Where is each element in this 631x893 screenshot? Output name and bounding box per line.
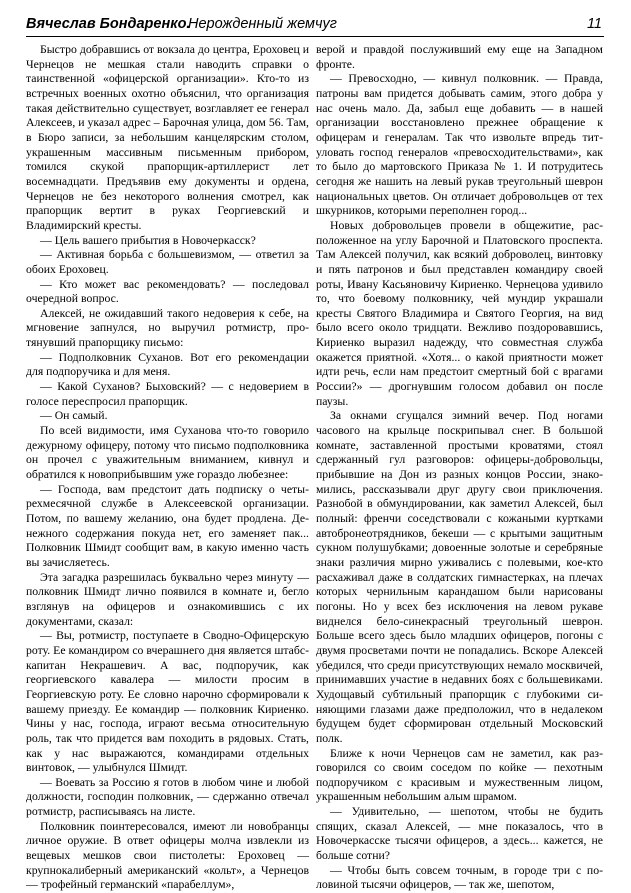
paragraph: — Вы, ротмистр, поступаете в Сводно-Офицерскую роту. Ее командиром со вчерашнего дня является штабс-капитан Некрашевич. А вас, подпоручик, как георгиевского кавалера — милости просим в Георгиевскую роту. Ее словно нарочно сформировали к вашему приезду. Ее командир — полковник Кириенко. Чины у нас, господа, играют весьма относительную роль, так что придется вам походить в рядовых. Стать, как у нас выражаются, командирами отдельных винтовок, — улыбнулся Шмидт. xyxy=(26,629,309,775)
running-header xyxy=(26,14,604,37)
paragraph: — Какой Суханов? Быховский? — с недоверием в голосе переспросил прапорщик. xyxy=(26,380,309,408)
paragraph: Эта загадка разрешилась буквально через минуту — полковник Шмидт лично появился в комнате и, бегло взглянув на офицеров и ознакомившись с их документами, сказал: xyxy=(26,570,309,628)
paragraph: Новых добровольцев провели в общежитие, расположенное на углу Барочной и Платовского проспекта. Там Алексей получил, как всякий доброволец, винтовку и пять патронов и был представлен командиру своей роты, Ивану Касьяновичу Кириенко. Чернецова удивило то, что боевому полковнику, чей мундир украшали кресты Святого Владимира и Святого Георгия, на вид было всего около тридцати. Вежливо поздоровавшись, Кириенко выразил надежду, что совместная служба окажется приятной. «Хотя... о какой приятности может идти речь, если нам предстоит смертный бой с врагами России?» — дрогнувшим голосом добавил он после паузы. xyxy=(316,218,603,408)
paragraph: — Превосходно, — кивнул полковник. — Правда, патроны вам придется добывать самим, этого добра у нас очень мало. Да, забыл еще добавить — в нашей организации восстановлено прежнее обращение к офицерам и генералам. Так что извольте впредь титуловать господ генералов «превосходительствами», как то было до мартовского Приказа № 1. И потрудитесь сегодня же нашить на левый рукав треугольный шеврон национальных цветов. Он отличает добровольцев от тех шкурников, которыми переполнен город... xyxy=(316,72,603,218)
paragraph: Ближе к ночи Чернецов сам не заметил, как разговорился со своим соседом по койке — пехотным подпоручиком с красивым и мужественным лицом, украшенным небольшим алым шрамом. xyxy=(316,746,603,804)
paragraph: За окнами сгущался зимний вечер. Под ногами часового на крыльце поскрипывал снег. В большой комнате, заставленной простыми кроватями, стоял сдержанный гул разговоров: офицеры-добровольцы, прибывшие на Дон из разных концов России, знакомились, рассказывали друг другу свои приключения. Разнобой в обмундировании, как заметил Алексей, был полный: френчи соседствовали с кожаными куртками автобронеотрядников, бекеши — с крытыми защитным сукном полушубками; довоенные золотые и серебряные знаки различия мирно уживались с полевыми, кое-кто расхаживал даже в солдатских гимнастерках, на плечах которых чернильным карандашом были нарисованы погоны. Но у всех без исключения на левом рукаве виднелся бело-синекрасный треугольный шеврон. Больше всего здесь было младших офицеров, погоны с двумя просветами почти не попадались. Вскоре Алексей убедился, что среди присутствующих немало москвичей, принимавших участие в недавних боях с большевиками. Худощавый субтильный прапорщик с глубокими синяющими глазами даже предположил, что в недалеком будущем будет сформирован отдельный Московский полк. xyxy=(316,409,603,745)
paragraph: верой и правдой послуживший ему еще на Западном фронте. xyxy=(316,43,603,71)
paragraph: — Он самый. xyxy=(40,409,108,423)
paragraph: — Чтобы быть совсем точным, в городе три с половиной тысячи офицеров, — так же, шепотом, xyxy=(316,863,603,892)
paragraph: Быстро добравшись от вокзала до центра, Ероховец и Чернецов не мешкая стали наводить справки о таинственной «офицерской организации». Кто-то из встречных военных охотно объяснил, что организация такая действительно существует, возглавляет ее генерал Алексеев, и указал адрес – Барочная улица, дом 56. Там, в Бюро записи, за небольшим канцелярским столом, украшенным массивным письменным прибором, томился скукой прапорщик-артиллерист лет восемнадцати. Предъявив ему документы и ордена, Чернецов не без некоторого волнения смотрел, как прапорщик вертит в руках Георгиевский и Владимирский кресты. xyxy=(26,43,309,232)
text-column-left xyxy=(26,43,309,892)
paragraph: Полковник поинтересовался, имеют ли новобранцы личное оружие. В ответ офицеры молча извлекли из вещевых мешков свои пистолеты: Ероховец — крупнокалиберный американский «кольт», а Чернецов — трофейный германский «парабеллум», xyxy=(26,819,309,892)
paragraph: — Воевать за Россию я готов в любом чине и любой должности, господин полковник, — сдержанно отвечал ротмистр, расписываясь на листе. xyxy=(26,775,309,819)
header-author: Вячеслав Бондаренко. xyxy=(26,16,191,32)
text-column-right xyxy=(316,43,603,892)
paragraph: — Удивительно, — шепотом, чтобы не будить спящих, сказал Алексей, — мне показалось, что в Новочеркасске тысячи офицеров, а здесь... кажется, не больше сотни? xyxy=(316,805,603,863)
paragraph: — Цель вашего прибытия в Новочеркасск? xyxy=(40,233,256,247)
paragraph: — Подполковник Суханов. Вот его рекомендации для подпоручика и для меня. xyxy=(26,350,309,379)
header-book-title: Нерожденный жемчуг xyxy=(188,16,337,32)
paragraph: Алексей, не ожидавший такого недоверия к себе, на мгновение запнулся, но выручил ротмистр, протянувший прапорщику письмо: xyxy=(26,306,309,350)
paragraph: По всей видимости, имя Суханова что-то говорило дежурному офицеру, потому что письмо подполковника он прочел с уважительным вниманием, кивнул и обратился к новоприбывшим уже гораздо любезнее: xyxy=(26,424,309,482)
paragraph: — Господа, вам предстоит дать подписку о четырехмесячной службе в Алексеевской организации. Потом, по вашему желанию, она будет продлена. Денежного содержания покуда нет, его заменяет пак... Полковник Шмидт сообщит вам, в какую именно часть вы зачисляетесь. xyxy=(26,482,309,569)
paragraph: — Активная борьба с большевизмом, — ответил за обоих Ероховец. xyxy=(26,248,309,276)
page-number: 11 xyxy=(586,16,602,32)
paragraph: — Кто может вас рекомендовать? — последовал очередной вопрос. xyxy=(26,277,309,306)
